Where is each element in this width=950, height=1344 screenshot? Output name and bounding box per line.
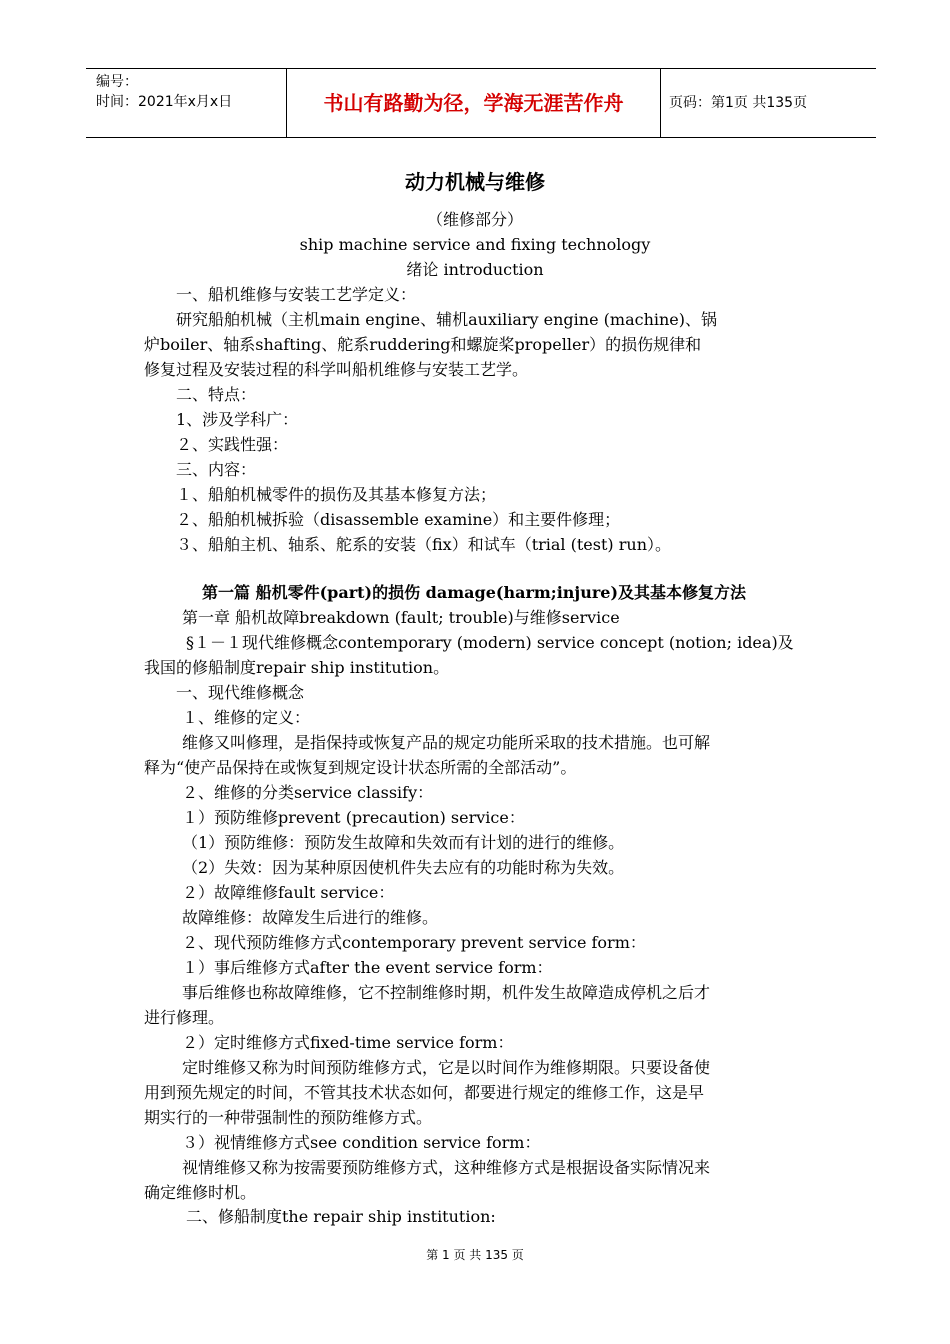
body-line: 研究船舶机械（主机main engine、辅机auxiliary engine (machine)、锅 [176, 310, 718, 329]
doc-subtitle: （维修部分） [426, 210, 523, 229]
intro-heading: 绪论 introduction [406, 260, 544, 279]
page-header [86, 68, 876, 138]
body-line: §１－１现代维修概念contemporary (modern) service concept (notion; idea)及 [186, 633, 794, 652]
body-line: １、维修的定义： [182, 708, 311, 727]
body-line: ３、船舶主机、轴系、舵系的安装（fix）和试车（trial (test) run）。 [176, 535, 672, 554]
time-label: 时间：2021年x月x日 [96, 94, 233, 110]
header-motto: 书山有路勤为径，学海无涯苦作舟 [287, 69, 661, 137]
doc-title: 动力机械与维修 [405, 170, 545, 194]
body-line: 进行修理。 [144, 1008, 225, 1027]
body-line: １）事后维修方式after the event service form： [182, 958, 553, 977]
body-line: 二、修船制度the repair ship institution: [186, 1207, 496, 1226]
body-line: ３）视情维修方式see condition service form： [182, 1133, 541, 1152]
body-line: 视情维修又称为按需要预防维修方式，这种维修方式是根据设备实际情况来 [182, 1158, 711, 1177]
body-line: 期实行的一种带强制性的预防维修方式。 [144, 1108, 433, 1127]
body-line: 一、船机维修与安装工艺学定义： [176, 285, 417, 304]
header-meta-cell [86, 69, 287, 137]
body-line: （2）失效：因为某种原因使机件失去应有的功能时称为失效。 [182, 858, 625, 877]
doc-subtitle-en: ship machine service and fixing technology [299, 235, 651, 254]
body-line: ２、维修的分类service classify： [182, 783, 434, 802]
body-line: 维修又叫修理，是指保持或恢复产品的规定功能所采取的技术措施。也可解 [182, 733, 711, 752]
body-line: 第一章 船机故障breakdown (fault; trouble)与维修service [182, 608, 620, 627]
body-line: 第一篇 船机零件(part)的损伤 damage(harm;injure)及其基本修复方法 [202, 583, 747, 602]
body-line: 事后维修也称故障维修，它不控制维修时期，机件发生故障造成停机之后才 [182, 983, 711, 1002]
body-line: 我国的修船制度repair ship institution。 [144, 658, 450, 677]
page-footer: 第 1 页 共 135 页 [426, 1248, 524, 1262]
body-line: １、船舶机械零件的损伤及其基本修复方法； [176, 485, 497, 504]
body-line: 用到预先规定的时间，不管其技术状态如何，都要进行规定的维修工作，这是早 [144, 1083, 705, 1102]
body-line: 1、涉及学科广： [176, 410, 299, 429]
body-line: ２）定时维修方式fixed-time service form： [182, 1033, 514, 1052]
header-page-label: 页码：第1页 共135页 [669, 95, 808, 111]
body-line: 释为“使产品保持在或恢复到规定设计状态所需的全部活动”。 [144, 758, 577, 777]
body-line: 故障维修：故障发生后进行的维修。 [182, 908, 439, 927]
body-line: 修复过程及安装过程的科学叫船机维修与安装工艺学。 [144, 360, 529, 379]
body-line: 二、特点： [176, 385, 257, 404]
body-line: ２、现代预防维修方式contemporary prevent service form： [182, 933, 646, 952]
body-line: ２）故障维修fault service： [182, 883, 395, 902]
body-line: 一、现代维修概念 [176, 683, 305, 702]
body-line: ２、船舶机械拆验（disassemble examine）和主要件修理； [176, 510, 621, 529]
code-label: 编号： [96, 74, 138, 90]
body-line: 三、内容： [176, 460, 257, 479]
body-line: 炉boiler、轴系shafting、舵系ruddering和螺旋桨propeller）的损伤规律和 [144, 335, 702, 354]
body-line: 确定维修时机。 [144, 1183, 257, 1202]
body-line: （1）预防维修：预防发生故障和失效而有计划的进行的维修。 [182, 833, 625, 852]
body-line: １）预防维修prevent (precaution) service： [182, 808, 525, 827]
body-line: ２、实践性强： [176, 435, 289, 454]
body-line: 定时维修又称为时间预防维修方式，它是以时间作为维修期限。只要设备使 [182, 1058, 711, 1077]
